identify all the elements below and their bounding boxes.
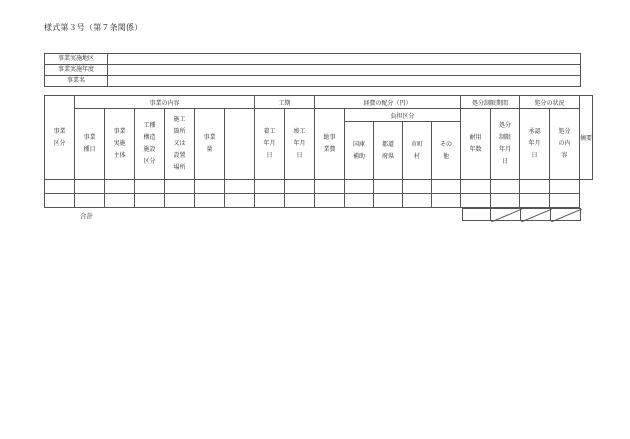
project-info-table — [44, 53, 581, 87]
total-cell-disposal-limit-date[interactable] — [490, 208, 521, 221]
header-prefecture — [374, 122, 403, 180]
data-cell[interactable] — [315, 194, 345, 208]
header-empty-slot — [225, 109, 255, 180]
data-cell[interactable] — [491, 194, 520, 208]
data-cell[interactable] — [165, 194, 195, 208]
data-cell[interactable] — [550, 180, 580, 194]
header-completion-date — [285, 109, 315, 180]
header-useful-life — [461, 109, 491, 180]
header-national-subsidy-text: 国庫 補助 — [352, 140, 365, 160]
header-project-category-text: 事業 区分 — [53, 127, 66, 147]
data-cell[interactable] — [225, 180, 255, 194]
data-cell[interactable] — [315, 180, 345, 194]
data-cell[interactable] — [491, 180, 520, 194]
data-cell[interactable] — [461, 180, 491, 194]
data-cell[interactable] — [105, 180, 135, 194]
header-other — [432, 122, 461, 180]
header-project-type — [75, 109, 105, 180]
header-remarks: 摘要 — [580, 96, 593, 180]
data-cell[interactable] — [345, 194, 374, 208]
header-cost-group: 経費の配分（円） — [315, 96, 461, 109]
header-useful-life-text: 耐用 年数 — [469, 134, 482, 153]
data-cell[interactable] — [165, 180, 195, 194]
header-disposal-content-text: 処分 の内 容 — [558, 128, 571, 159]
data-cell[interactable] — [461, 194, 491, 208]
data-cell[interactable] — [432, 180, 461, 194]
header-start-date — [255, 109, 285, 180]
header-burden-group: 負担区分 — [345, 109, 461, 122]
diagonal-slash-icon — [491, 209, 522, 222]
data-cell[interactable] — [105, 194, 135, 208]
header-content-group: 事業の内容 — [75, 96, 255, 109]
info-value-name[interactable] — [108, 76, 581, 87]
info-row-name — [45, 76, 581, 87]
header-completion-date-text: 竣工 年月 日 — [293, 128, 306, 159]
data-cell[interactable] — [285, 180, 315, 194]
data-cell[interactable] — [225, 194, 255, 208]
form-number-label: 様式第３号（第７条関係） — [44, 23, 143, 32]
header-disposal-period-group: 処分制限期間 — [461, 96, 520, 109]
total-cell-useful-life[interactable] — [462, 208, 491, 221]
info-label-year: 事業実施年度 — [45, 65, 108, 76]
info-label-name: 事業名 — [45, 76, 108, 87]
data-cell[interactable] — [403, 194, 432, 208]
header-municipality-text: 市町 村 — [410, 140, 423, 160]
header-facility-category — [135, 109, 165, 180]
info-value-year[interactable] — [108, 65, 581, 76]
header-disposal-limit-date — [491, 109, 520, 180]
data-row-2 — [45, 194, 593, 208]
data-cell[interactable] — [432, 194, 461, 208]
data-cell[interactable] — [255, 180, 285, 194]
header-period-group: 工期 — [255, 96, 315, 109]
header-total-cost — [315, 109, 345, 180]
header-project-quantity-text: 事業 量 — [203, 134, 216, 153]
disposal-record-table — [44, 95, 593, 208]
header-implementing-body-text: 事業 実施 主体 — [113, 128, 126, 159]
diagonal-slash-icon — [521, 209, 552, 222]
data-cell[interactable] — [75, 194, 105, 208]
info-label-area: 事業実施地区 — [45, 54, 108, 65]
header-approval-date-text: 承認 年月 日 — [528, 128, 541, 159]
data-cell[interactable] — [45, 180, 75, 194]
data-row-1 — [45, 180, 593, 194]
total-cell-approval-date[interactable] — [520, 208, 551, 221]
data-cell[interactable] — [285, 194, 315, 208]
data-cell[interactable] — [403, 180, 432, 194]
header-disposal-content — [550, 109, 580, 180]
data-cell[interactable] — [520, 180, 550, 194]
header-row-1 — [45, 96, 593, 109]
info-row-year — [45, 65, 581, 76]
header-project-category — [45, 96, 75, 180]
header-municipality — [403, 122, 432, 180]
header-disposal-limit-date-text: 処分 制限 年月 日 — [498, 122, 511, 165]
header-start-date-text: 着工 年月 日 — [263, 128, 276, 159]
data-cell[interactable] — [345, 180, 374, 194]
data-cell[interactable] — [550, 194, 580, 208]
diagonal-slash-icon — [551, 209, 582, 222]
info-row-area — [45, 54, 581, 65]
data-cell[interactable] — [135, 194, 165, 208]
total-label: 合計 — [80, 212, 93, 220]
data-cell[interactable] — [75, 180, 105, 194]
header-total-cost-text: 総事 業費 — [323, 134, 336, 153]
total-cell-disposal-content[interactable] — [550, 208, 581, 221]
header-project-quantity — [195, 109, 225, 180]
header-facility-category-text: 工種 構造 施設 区分 — [143, 122, 156, 165]
header-national-subsidy — [345, 122, 374, 180]
header-implementing-body — [105, 109, 135, 180]
header-prefecture-text: 都道 府県 — [381, 140, 394, 160]
header-row-2 — [45, 109, 593, 122]
data-cell[interactable] — [195, 194, 225, 208]
data-cell[interactable] — [374, 194, 403, 208]
data-cell[interactable] — [195, 180, 225, 194]
header-approval-date — [520, 109, 550, 180]
header-project-type-text: 事業 種目 — [83, 134, 96, 153]
header-disposal-status-group: 処分の状況 — [520, 96, 580, 109]
header-construction-location — [165, 109, 195, 180]
data-cell[interactable] — [520, 194, 550, 208]
data-cell[interactable] — [255, 194, 285, 208]
data-cell[interactable] — [135, 180, 165, 194]
header-construction-location-text: 施工 箇所 又は 設置 場所 — [173, 116, 186, 171]
info-value-area[interactable] — [108, 54, 581, 65]
data-cell[interactable] — [374, 180, 403, 194]
data-cell[interactable] — [45, 194, 75, 208]
header-other-text: その 他 — [439, 140, 452, 160]
